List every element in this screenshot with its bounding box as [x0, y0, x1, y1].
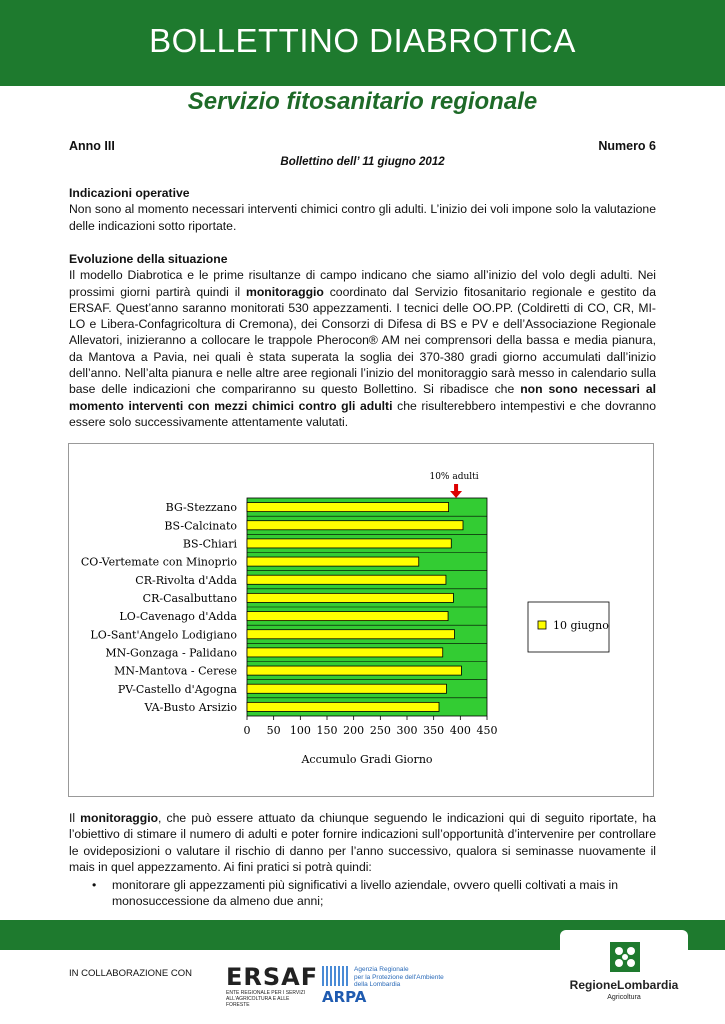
- bar: [247, 612, 448, 621]
- ersaf-wordmark: ERSAF: [226, 963, 319, 991]
- arpa-caption-line: per la Protezione dell'Ambiente: [354, 973, 444, 981]
- category-label: BS-Calcinato: [164, 519, 237, 533]
- section-heading: Indicazioni operative: [69, 186, 190, 200]
- arpa-caption-line: della Lombardia: [354, 981, 401, 988]
- text-run: coordinato dal Servizio fitosanitario regionale e gestito da ERSAF. Quest’anno saranno monitorati 530 appezzamenti. I tecnici delle OO.PP. (Coldiretti di CO, CR, MI-LO e Libera-Confagricoltura di Cremona), dei Consorzi di Difesa di BS e PV e dell’Associazione Regionale Allevatori, inizieranno a collocare le trappole Pherocon® AM nei comprensori della bassa e media pianura, da Mantova a Pavia, nei quali è stata superata la soglia dei 370-380 gradi giorno accumulati dall’inizio dell’anno. Nell’alta pianura e nelle altre aree regionali l’inizio del monitoraggio sarà messo in calendario sulla base delle indicazioni che compariranno su questo Bollettino. Si ribadisce che: [69, 284, 656, 397]
- regione-wordmark: RegioneLombardia: [569, 978, 679, 992]
- x-tick-label: 0: [243, 724, 251, 737]
- service-subtitle: Servizio fitosanitario regionale: [187, 88, 538, 115]
- ersaf-caption: ALL'AGRICOLTURA E ALLE FORESTE: [226, 996, 290, 1008]
- list-item-text: monitorare gli appezzamenti più significativi a livello aziendale, ovvero quelli coltivati a mais in monosuccessione da almeno due anni;: [112, 878, 619, 909]
- category-label: LO-Sant'Angelo Lodigiano: [90, 628, 237, 642]
- category-label: MN-Gonzaga - Palidano: [105, 646, 237, 660]
- bulletin-date: Bollettino dell’ 11 giugno 2012: [280, 156, 445, 168]
- category-label: CR-Casalbuttano: [142, 591, 237, 605]
- bar: [247, 503, 449, 512]
- year-label: Anno III: [69, 139, 115, 153]
- legend-swatch: [538, 621, 546, 629]
- section-evolution: [69, 251, 656, 430]
- arpa-bars-icon: [322, 966, 348, 986]
- section-text: Non sono al momento necessari interventi chimici contro gli adulti. L’inizio dei voli impone solo la valutazione delle indicazioni sotto riportate.: [69, 202, 656, 233]
- bar: [247, 684, 446, 693]
- legend-label: 10 giugno: [553, 619, 609, 632]
- bar: [247, 648, 443, 657]
- section-heading: Evoluzione della situazione: [69, 252, 228, 266]
- regione-subtitle: Agricoltura: [607, 994, 641, 1001]
- category-label: MN-Mantova - Cerese: [114, 664, 237, 678]
- x-tick-label: 250: [369, 724, 391, 737]
- category-label: VA-Busto Arsizio: [144, 700, 237, 714]
- section-text: [69, 810, 656, 875]
- bullet-icon: •: [92, 878, 97, 892]
- ersaf-logo: [226, 963, 319, 1008]
- text-run: Il modello Diabrotica e le prime risultanze di campo indicano che siamo all’inizio del volo degli adulti. Nei prossimi giorni partirà quindi il: [69, 268, 656, 299]
- degree-days-chart: [68, 443, 654, 797]
- bar: [247, 557, 419, 566]
- annotation-arrow-head: [450, 491, 462, 498]
- x-tick-label: 100: [289, 724, 311, 737]
- bold-run: monitoraggio: [245, 284, 324, 299]
- x-tick-label: 50: [266, 724, 281, 737]
- category-label: LO-Cavenago d'Adda: [119, 610, 237, 624]
- bar: [247, 575, 446, 584]
- list-item: [92, 877, 656, 910]
- section-operative: [69, 185, 656, 234]
- x-tick-label: 400: [449, 724, 471, 737]
- x-tick-label: 150: [316, 724, 338, 737]
- section-monitoring: [69, 810, 656, 875]
- issue-number: Numero 6: [598, 139, 656, 153]
- collaboration-label: IN COLLABORAZIONE CON: [69, 968, 192, 979]
- bold-run: monitoraggio: [80, 811, 159, 825]
- x-tick-label: 350: [423, 724, 445, 737]
- arpa-wordmark: ARPA: [322, 988, 367, 1006]
- bulletin-title: BOLLETTINO DIABROTICA: [149, 22, 576, 59]
- regione-rose-icon: [610, 942, 640, 972]
- category-label: CR-Rivolta d'Adda: [135, 573, 237, 587]
- regione-lombardia-logo: [560, 930, 688, 1024]
- text-run: che risulterebbero intempestivi e che dovranno essere solo successivamente attentamente valutati.: [69, 398, 656, 429]
- x-axis-label: Accumulo Gradi Giorno: [301, 753, 433, 766]
- ersaf-caption: ENTE REGIONALE PER I SERVIZI: [226, 990, 306, 996]
- bar: [247, 593, 453, 602]
- section-text: [69, 267, 656, 430]
- category-label: BG-Stezzano: [165, 501, 237, 515]
- category-label: BS-Chiari: [182, 537, 237, 551]
- category-label: CO-Vertemate con Minoprio: [80, 555, 237, 569]
- annotation-label: 10% adulti: [429, 472, 479, 482]
- arpa-caption: [354, 966, 464, 989]
- bold-run: non sono necessari al momento interventi con mezzi chimici contro gli adulti: [69, 382, 656, 413]
- chart-canvas: [69, 444, 655, 798]
- bar: [247, 521, 463, 530]
- text-run: Il: [69, 811, 81, 825]
- x-tick-label: 450: [476, 724, 498, 737]
- bar: [247, 666, 461, 675]
- x-tick-label: 300: [396, 724, 418, 737]
- header-banner: [0, 0, 725, 86]
- text-run: , che può essere attuato da chiunque seguendo le indicazioni qui di seguito riportate, ha l’obiettivo di stimare il numero di adulti e poter fornire indicazioni sull’opportunità d’intervenire per controllare le ovideposizioni o valutare il rischio di danno per l’anno successivo, qualora si seminasse nuovamente il mais in quel appezzamento. Ai fini pratici si potrà quindi:: [69, 811, 656, 874]
- x-tick-label: 200: [343, 724, 365, 737]
- annotation-arrow-shaft: [454, 484, 458, 492]
- arpa-caption-line: Agenzia Regionale: [354, 966, 409, 973]
- bar: [247, 630, 454, 639]
- bar: [247, 539, 451, 548]
- bar: [247, 702, 439, 711]
- category-label: PV-Castello d'Agogna: [117, 682, 237, 696]
